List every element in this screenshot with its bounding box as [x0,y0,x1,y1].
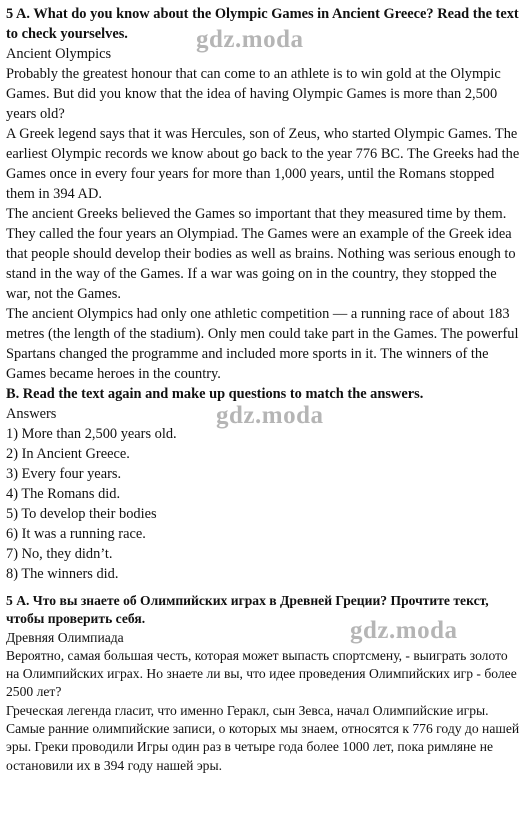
paragraph-4: The ancient Olympics had only one athletic competition — a running race of about 183 metres (the length of the stadium). Only men could take part in the Games. The powerful Spartans changed the programme and included more sports in it. The winners of the Games became heroes in the country. [6,306,519,382]
watermark-logo: gdz.moda [216,402,324,429]
exercise-a-heading: 5 A. What do you know about the Olympic Games in Ancient Greece? Read the text to check yourselves. [6,6,519,42]
exercise-a-section [6,4,520,384]
document-page [6,4,520,775]
answer-item: 8) The winners did. [6,566,119,582]
answers-title: Answers [6,406,57,422]
watermark-logo: gdz.moda [196,26,304,53]
answer-item: 6) It was a running race. [6,526,146,542]
paragraph-1: Probably the greatest honour that can come to an athlete is to win gold at the Olympic Games. But did you know that the idea of having Olympic Games is more than 2,500 years old? [6,66,501,122]
paragraph-3: The ancient Greeks believed the Games so important that they measured time by them. They called the four years an Olympiad. The Games were an example of the Greek idea that people should develop their bodies as well as brains. Nothing was serious enough to stand in the way of the Games. If a war was going on in the country, they stopped the war, not the Games. [6,206,516,302]
answer-item: 5) To develop their bodies [6,506,157,522]
translation-heading: 5 А. Что вы знаете об Олимпийских играх в Древней Греции? Прочтите текст, чтобы проверить себя. [6,593,489,627]
answer-item: 4) The Romans did. [6,486,121,502]
paragraph-2: A Greek legend says that it was Hercules, son of Zeus, who started Olympic Games. The earliest Olympic records we know about go back to the year 776 BC. The Greeks had the Games once in every four years for more than 1,000 years, until the Romans stopped them in 394 AD. [6,126,520,202]
answer-item: 3) Every four years. [6,466,122,482]
text-title: Ancient Olympics [6,46,112,62]
translation-paragraph-1: Вероятно, самая большая честь, которая может выпасть спортсмену, - выиграть золото на Олимпийских играх. Но знаете ли вы, что идее проведения Олимпийских игр - более 2500 лет? [6,647,517,700]
watermark-logo: gdz.moda [350,617,458,644]
answer-item: 2) In Ancient Greece. [6,446,130,462]
translation-title: Древняя Олимпиада [6,629,124,645]
translation-paragraph-2: Греческая легенда гласит, что именно Геракл, сын Зевса, начал Олимпийские игры. Самые ранние олимпийские записи, о которых мы знаем, относятся к 776 году до нашей эры. Греки проводили Игры один раз в четыре года более 1000 лет, пока римляне не остановили их в 394 году нашей эры. [6,702,520,773]
answer-item: 7) No, they didn’t. [6,546,113,562]
exercise-b-heading: B. Read the text again and make up questions to match the answers. [6,386,424,402]
answer-item: 1) More than 2,500 years old. [6,426,177,442]
